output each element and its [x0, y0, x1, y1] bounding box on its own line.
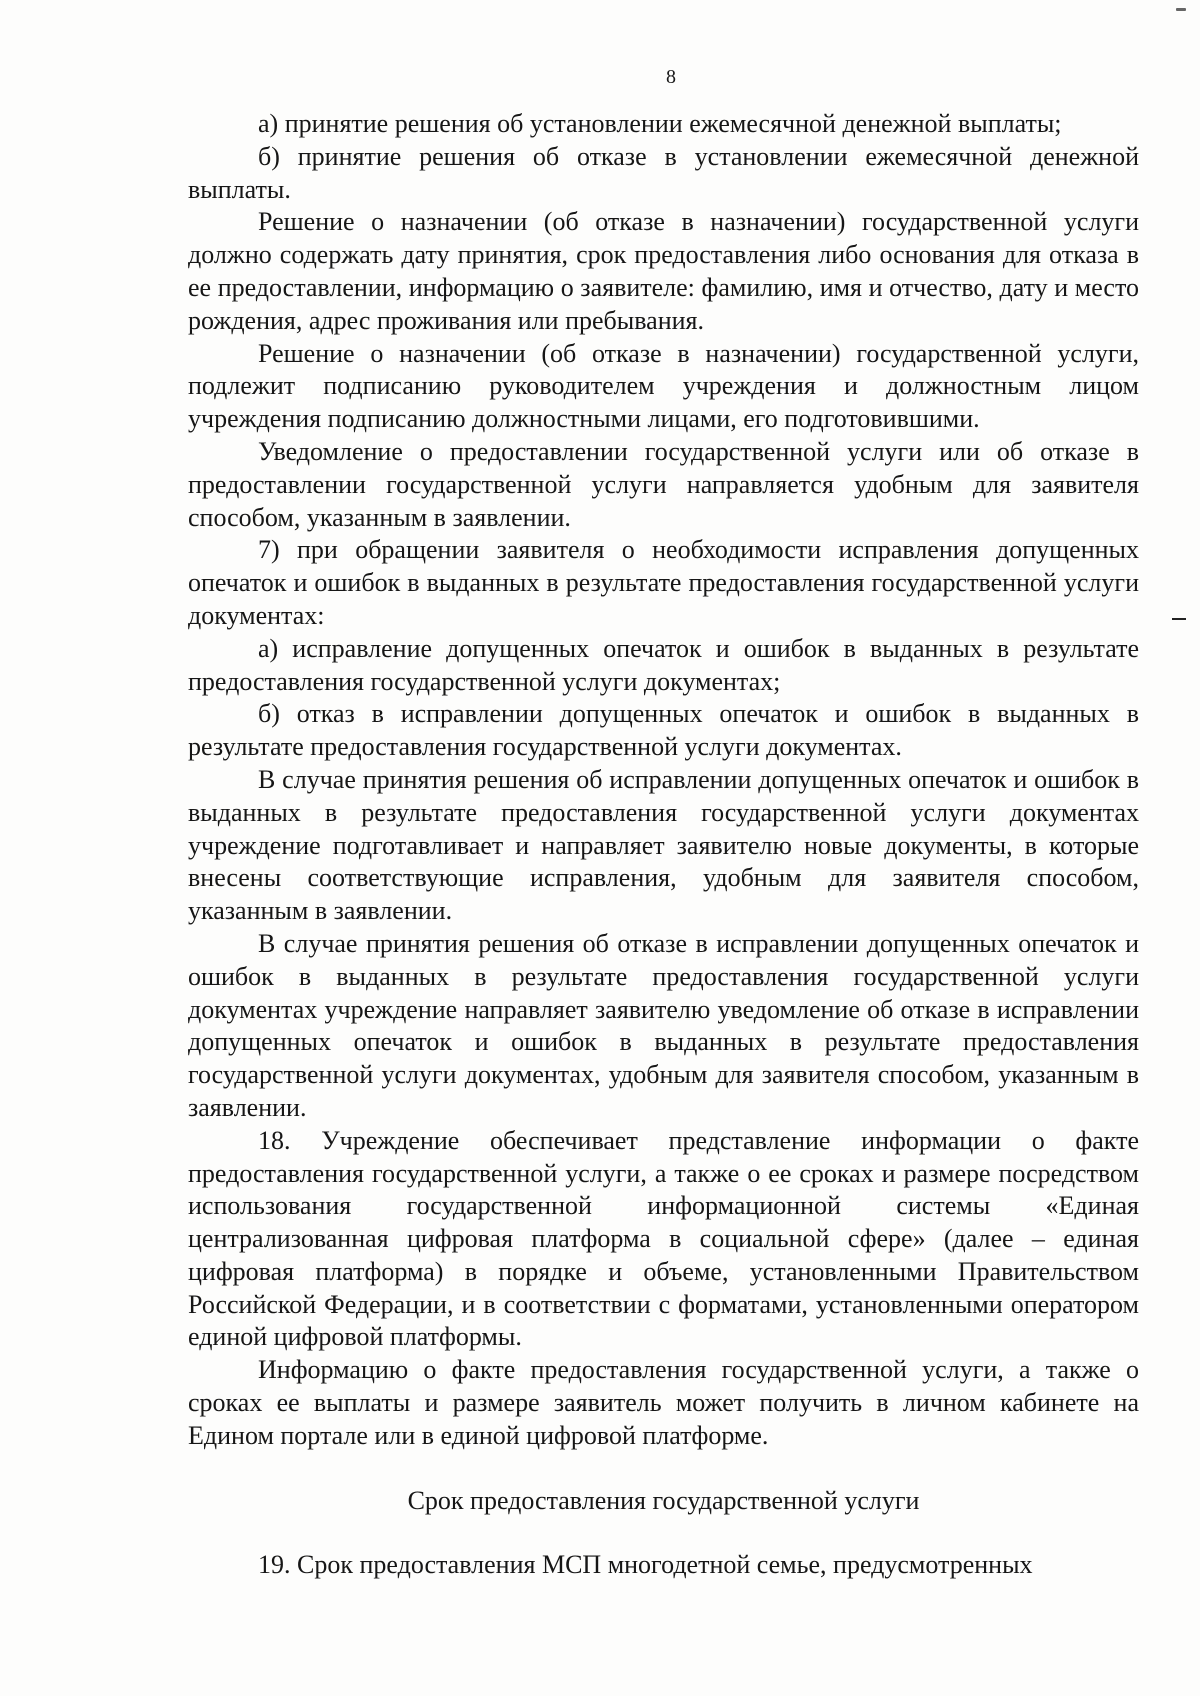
paragraph: Уведомление о предоставлении государственной услуги или об отказе в предоставлении государственной услуги направляется удобным для заявителя способом, указанным в заявлении.: [188, 436, 1139, 532]
paragraph: а) исправление допущенных опечаток и ошибок в выданных в результате предоставления государственной услуги документах;: [188, 633, 1139, 696]
paragraph: Информацию о факте предоставления государственной услуги, а также о сроках ее выплаты и размере заявитель может получить в личном кабинете на Едином портале или в единой цифровой платформе.: [188, 1355, 1139, 1450]
scan-artifact: [1176, 8, 1186, 11]
paragraph: 18. Учреждение обеспечивает представление информации о факте предоставления государственной услуги, а также о ее сроках и размере посредством использования государственной информационной системы «Единая централизованная цифровая платформа в социальной сфере» (далее – единая цифровая платформа) в порядке и объеме, установленными Правительством Российской Федерации, и в соответствии с форматами, установленными оператором единой цифровой платформы.: [188, 1125, 1139, 1352]
scan-artifact: [1172, 618, 1186, 620]
paragraph: 7) при обращении заявителя о необходимости исправления допущенных опечаток и ошибок в выданных в результате предоставления государственной услуги документах:: [188, 535, 1139, 630]
paragraph: В случае принятия решения об исправлении допущенных опечаток и ошибок в выданных в результате предоставления государственной услуги документах учреждение подготавливает и направляет заявителю новые документы, в которые внесены соответствующие исправления, удобным для заявителя способом, указанным в заявлении.: [188, 764, 1139, 926]
paragraph: б) отказ в исправлении допущенных опечаток и ошибок в выданных в результате предоставления государственной услуги документах.: [188, 699, 1139, 762]
paragraph: В случае принятия решения об отказе в исправлении допущенных опечаток и ошибок в выданных в результате предоставления государственной услуги документах учреждение направляет заявителю уведомление об отказе в исправлении допущенных опечаток и ошибок в выданных в результате предоставления государственной услуги документах, удобным для заявителя способом, указанным в заявлении.: [188, 928, 1139, 1122]
document-body: [188, 108, 1139, 1582]
paragraph: а) принятие решения об установлении ежемесячной денежной выплаты;: [258, 109, 1062, 138]
section-heading: Срок предоставления государственной услуги: [407, 1485, 920, 1515]
paragraph: 19. Срок предоставления МСП многодетной семье, предусмотренных: [258, 1550, 1033, 1580]
paragraph: Решение о назначении (об отказе в назначении) государственной услуги должно содержать дату принятия, срок предоставления либо основания для отказа в ее предоставлении, информацию о заявителе: фамилию, имя и отчество, дату и место рождения, адрес проживания или пребывания.: [188, 207, 1139, 335]
paragraph: б) принятие решения об отказе в установлении ежемесячной денежной выплаты.: [188, 141, 1139, 204]
paragraph: Решение о назначении (об отказе в назначении) государственной услуги, подлежит подписанию руководителем учреждения и должностным лицом учреждения подписанию должностными лицами, его подготовившими.: [188, 338, 1139, 434]
page-number: 8: [666, 66, 676, 88]
